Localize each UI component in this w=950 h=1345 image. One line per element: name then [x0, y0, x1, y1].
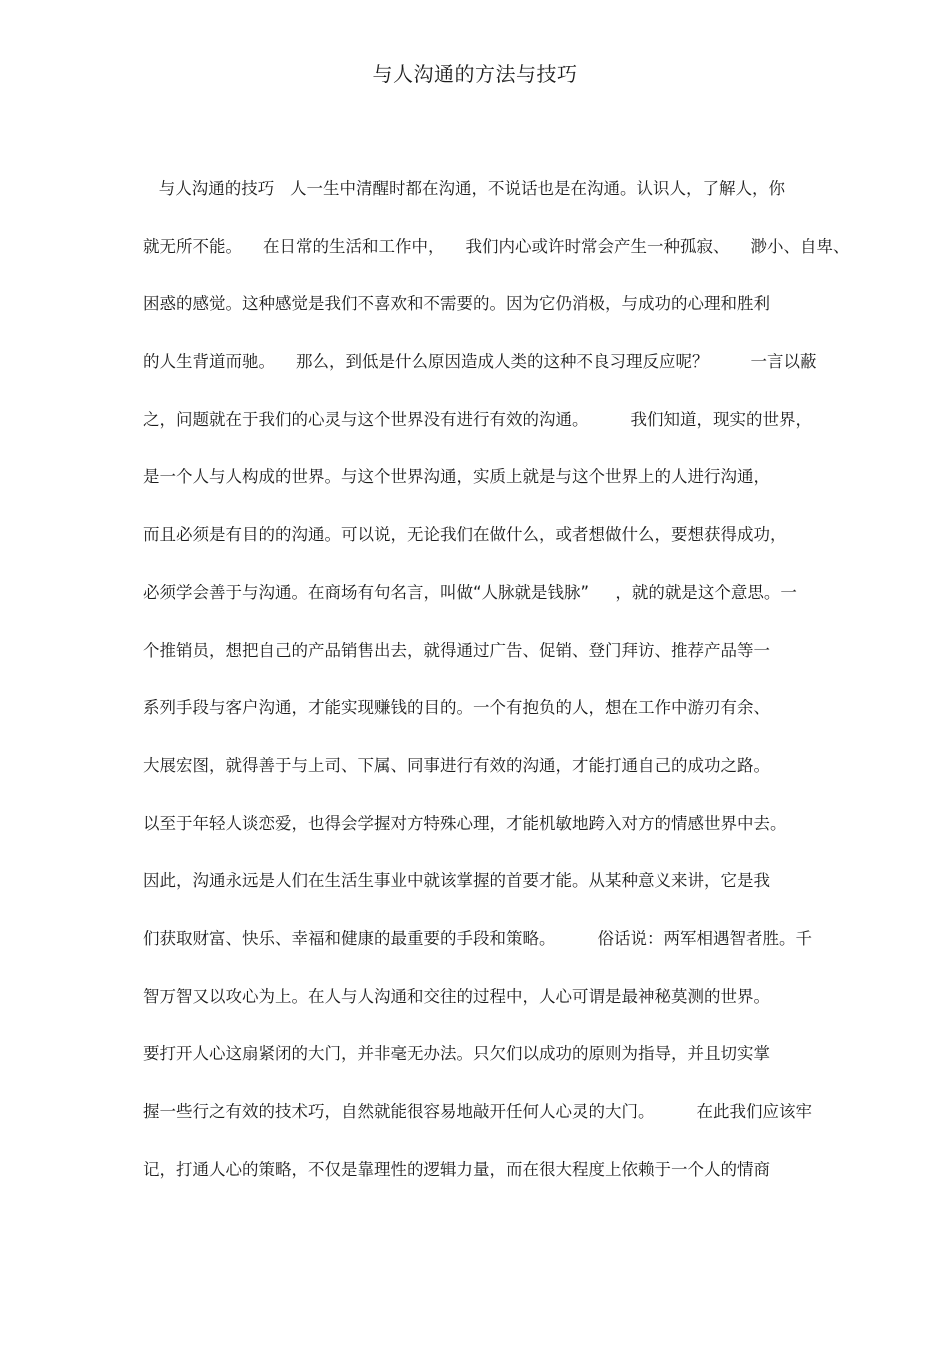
paragraph-line: 的人生背道而驰。 那么，到低是什么原因造成人类的这种不良习理反应呢？ 一言以蔽: [143, 352, 817, 372]
paragraph-line: 之，问题就在于我们的心灵与这个世界没有进行有效的沟通。 我们知道，现实的世界，: [143, 409, 812, 429]
paragraph-line: 必须学会善于与沟通。在商场有句名言，叫做“人脉就是钱脉” ，就的就是这个意思。一: [143, 582, 797, 602]
paragraph-line: 而且必须是有目的的沟通。可以说，无论我们在做什么，或者想做什么，要想获得成功，: [143, 525, 787, 545]
paragraph-line: 困惑的感觉。这种感觉是我们不喜欢和不需要的。因为它仍消极，与成功的心理和胜利: [143, 294, 770, 314]
paragraph-line: 大展宏图，就得善于与上司、下属、同事进行有效的沟通，才能打通自己的成功之路。: [143, 755, 770, 775]
paragraph-line: 握一些行之有效的技术巧，自然就能很容易地敲开任何人心灵的大门。 在此我们应该牢: [143, 1102, 812, 1121]
paragraph-line: 以至于年轻人谈恋爱，也得会学握对方特殊心理，才能机敏地跨入对方的情感世界中去。: [143, 813, 787, 833]
paragraph-line: 智万智又以攻心为上。在人与人沟通和交往的过程中，人心可谓是最神秘莫测的世界。: [143, 986, 770, 1006]
paragraph-line: 记，打通人心的策略，不仅是靠理性的逻辑力量，而在很大程度上依赖于一个人的情商: [143, 1159, 770, 1179]
paragraph-line: 们获取财富、快乐、幸福和健康的最重要的手段和策略。 俗话说：两军相遇智者胜。千: [143, 928, 812, 948]
paragraph-line: 因此，沟通永远是人们在生活生事业中就该掌握的首要才能。从某种意义来讲，它是我: [143, 871, 770, 891]
paragraph-line: 就无所不能。 在日常的生活和工作中， 我们内心或许时常会产生一种孤寂、 渺小、自卑、: [143, 236, 850, 256]
paragraph-line: 系列手段与客户沟通，才能实现赚钱的目的。一个有抱负的人，想在工作中游刃有余、: [143, 698, 770, 718]
document-title: 与人沟通的方法与技巧: [372, 62, 578, 86]
document-body: [143, 178, 878, 1216]
paragraph-line: 是一个人与人构成的世界。与这个世界沟通，实质上就是与这个世界上的人进行沟通，: [143, 467, 770, 487]
paragraph-line: 个推销员，想把自己的产品销售出去，就得通过广告、促销、登门拜访、推荐产品等一: [143, 640, 770, 660]
paragraph-line: 与人沟通的技巧 人一生中清醒时都在沟通，不说话也是在沟通。认识人，了解人，你: [143, 179, 785, 198]
paragraph-line: 要打开人心这扇紧闭的大门，并非毫无办法。只欠们以成功的原则为指导，并且切实掌: [143, 1044, 770, 1064]
